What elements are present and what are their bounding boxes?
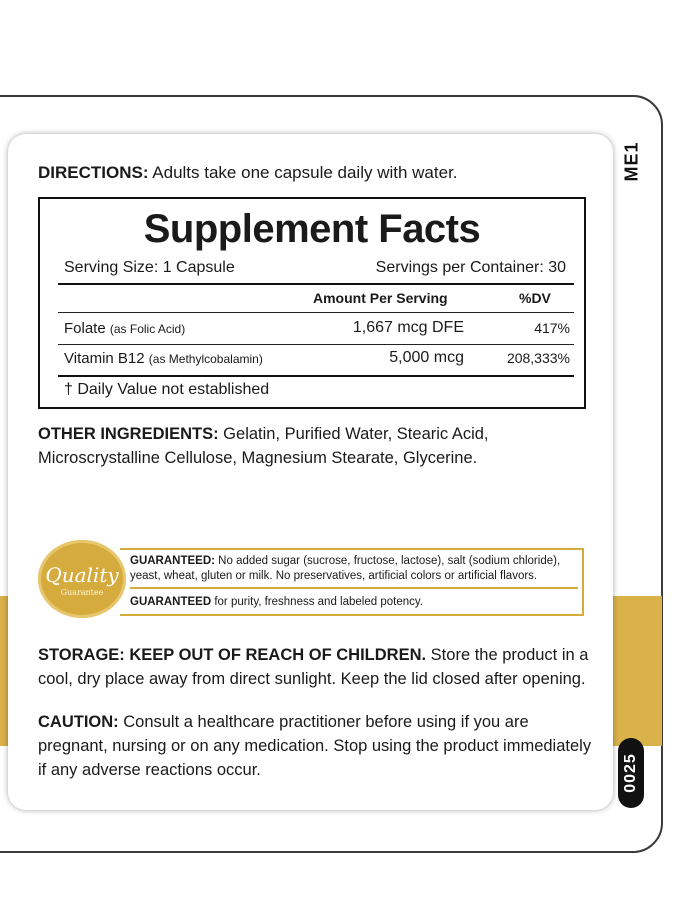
- guarantee-heading: GUARANTEED:: [130, 555, 215, 567]
- quality-seal-icon: [38, 540, 126, 618]
- directions-heading: DIRECTIONS:: [38, 163, 149, 182]
- storage-instructions: [38, 643, 590, 691]
- nutrient-amount: 1,667 mcg DFE: [352, 319, 464, 336]
- servings-per-container: Servings per Container: 30: [375, 259, 566, 276]
- facts-row-rule: [58, 344, 574, 345]
- other-ingredients-heading: OTHER INGREDIENTS:: [38, 425, 219, 443]
- supplement-facts-panel: [38, 197, 586, 409]
- nutrient-source-text: (as Methylcobalamin): [148, 352, 263, 366]
- caution-text: Consult a healthcare practitioner before using if you are pregnant, nursing or on any medication. Stop using the product immediately if any adverse reactions occur.: [38, 713, 592, 779]
- facts-rule-bottom: [58, 375, 574, 377]
- dv-header: %DV: [519, 290, 551, 306]
- nutrient-source-text: (as Folic Acid): [109, 322, 186, 336]
- quality-guarantee-box: [38, 540, 584, 618]
- guarantee-statement: [130, 554, 582, 584]
- directions: [38, 163, 458, 183]
- nutrient-dv: 417%: [534, 320, 570, 336]
- other-ingredients-text: Gelatin, Purified Water, Stearic Acid, Microscrystalline Cellulose, Magnesium Stearate, Glycerine.: [38, 425, 489, 467]
- label-code-top-text: ME1: [621, 140, 642, 182]
- supplement-facts-title: Supplement Facts: [143, 207, 481, 251]
- caution-heading: CAUTION:: [38, 713, 119, 731]
- directions-text: Adults take one capsule daily with water.: [148, 163, 458, 182]
- nutrient-amount: 5,000 mcg: [389, 349, 464, 366]
- nutrient-name: [64, 320, 185, 337]
- facts-rule-header: [58, 312, 574, 313]
- serving-size: Serving Size: 1 Capsule: [64, 259, 235, 276]
- guarantee-text: No added sugar (sucrose, fructose, lactose), salt (sodium chloride), yeast, wheat, gluten or milk. No preservatives, artificial colors or artificial flavors.: [130, 555, 561, 582]
- guarantee-divider: [130, 587, 578, 589]
- label-code-bottom: [618, 738, 644, 808]
- facts-rule-top: [58, 283, 574, 285]
- other-ingredients: [38, 422, 588, 470]
- seal-quality-text: Quality: [45, 563, 119, 587]
- caution-warning: [38, 710, 598, 782]
- purity-statement: [130, 596, 423, 608]
- daily-value-footnote: † Daily Value not established: [64, 381, 270, 398]
- storage-heading: STORAGE: KEEP OUT OF REACH OF CHILDREN.: [38, 646, 427, 664]
- label-code-top: [617, 138, 647, 184]
- amount-per-serving-header: Amount Per Serving: [313, 290, 448, 306]
- storage-text: Store the product in a cool, dry place away from direct sunlight. Keep the lid closed after opening.: [38, 646, 589, 688]
- nutrient-name-text: Vitamin B12: [64, 350, 145, 367]
- purity-heading: GUARANTEED: [130, 596, 212, 608]
- seal-guarantee-text: Guarantee: [60, 588, 104, 597]
- nutrient-dv: 208,333%: [506, 350, 570, 366]
- label-code-bottom-text: 0025: [622, 753, 639, 793]
- nutrient-name-text: Folate: [64, 320, 106, 337]
- nutrient-name: [64, 350, 263, 367]
- purity-text: for purity, freshness and labeled potency.: [211, 596, 423, 608]
